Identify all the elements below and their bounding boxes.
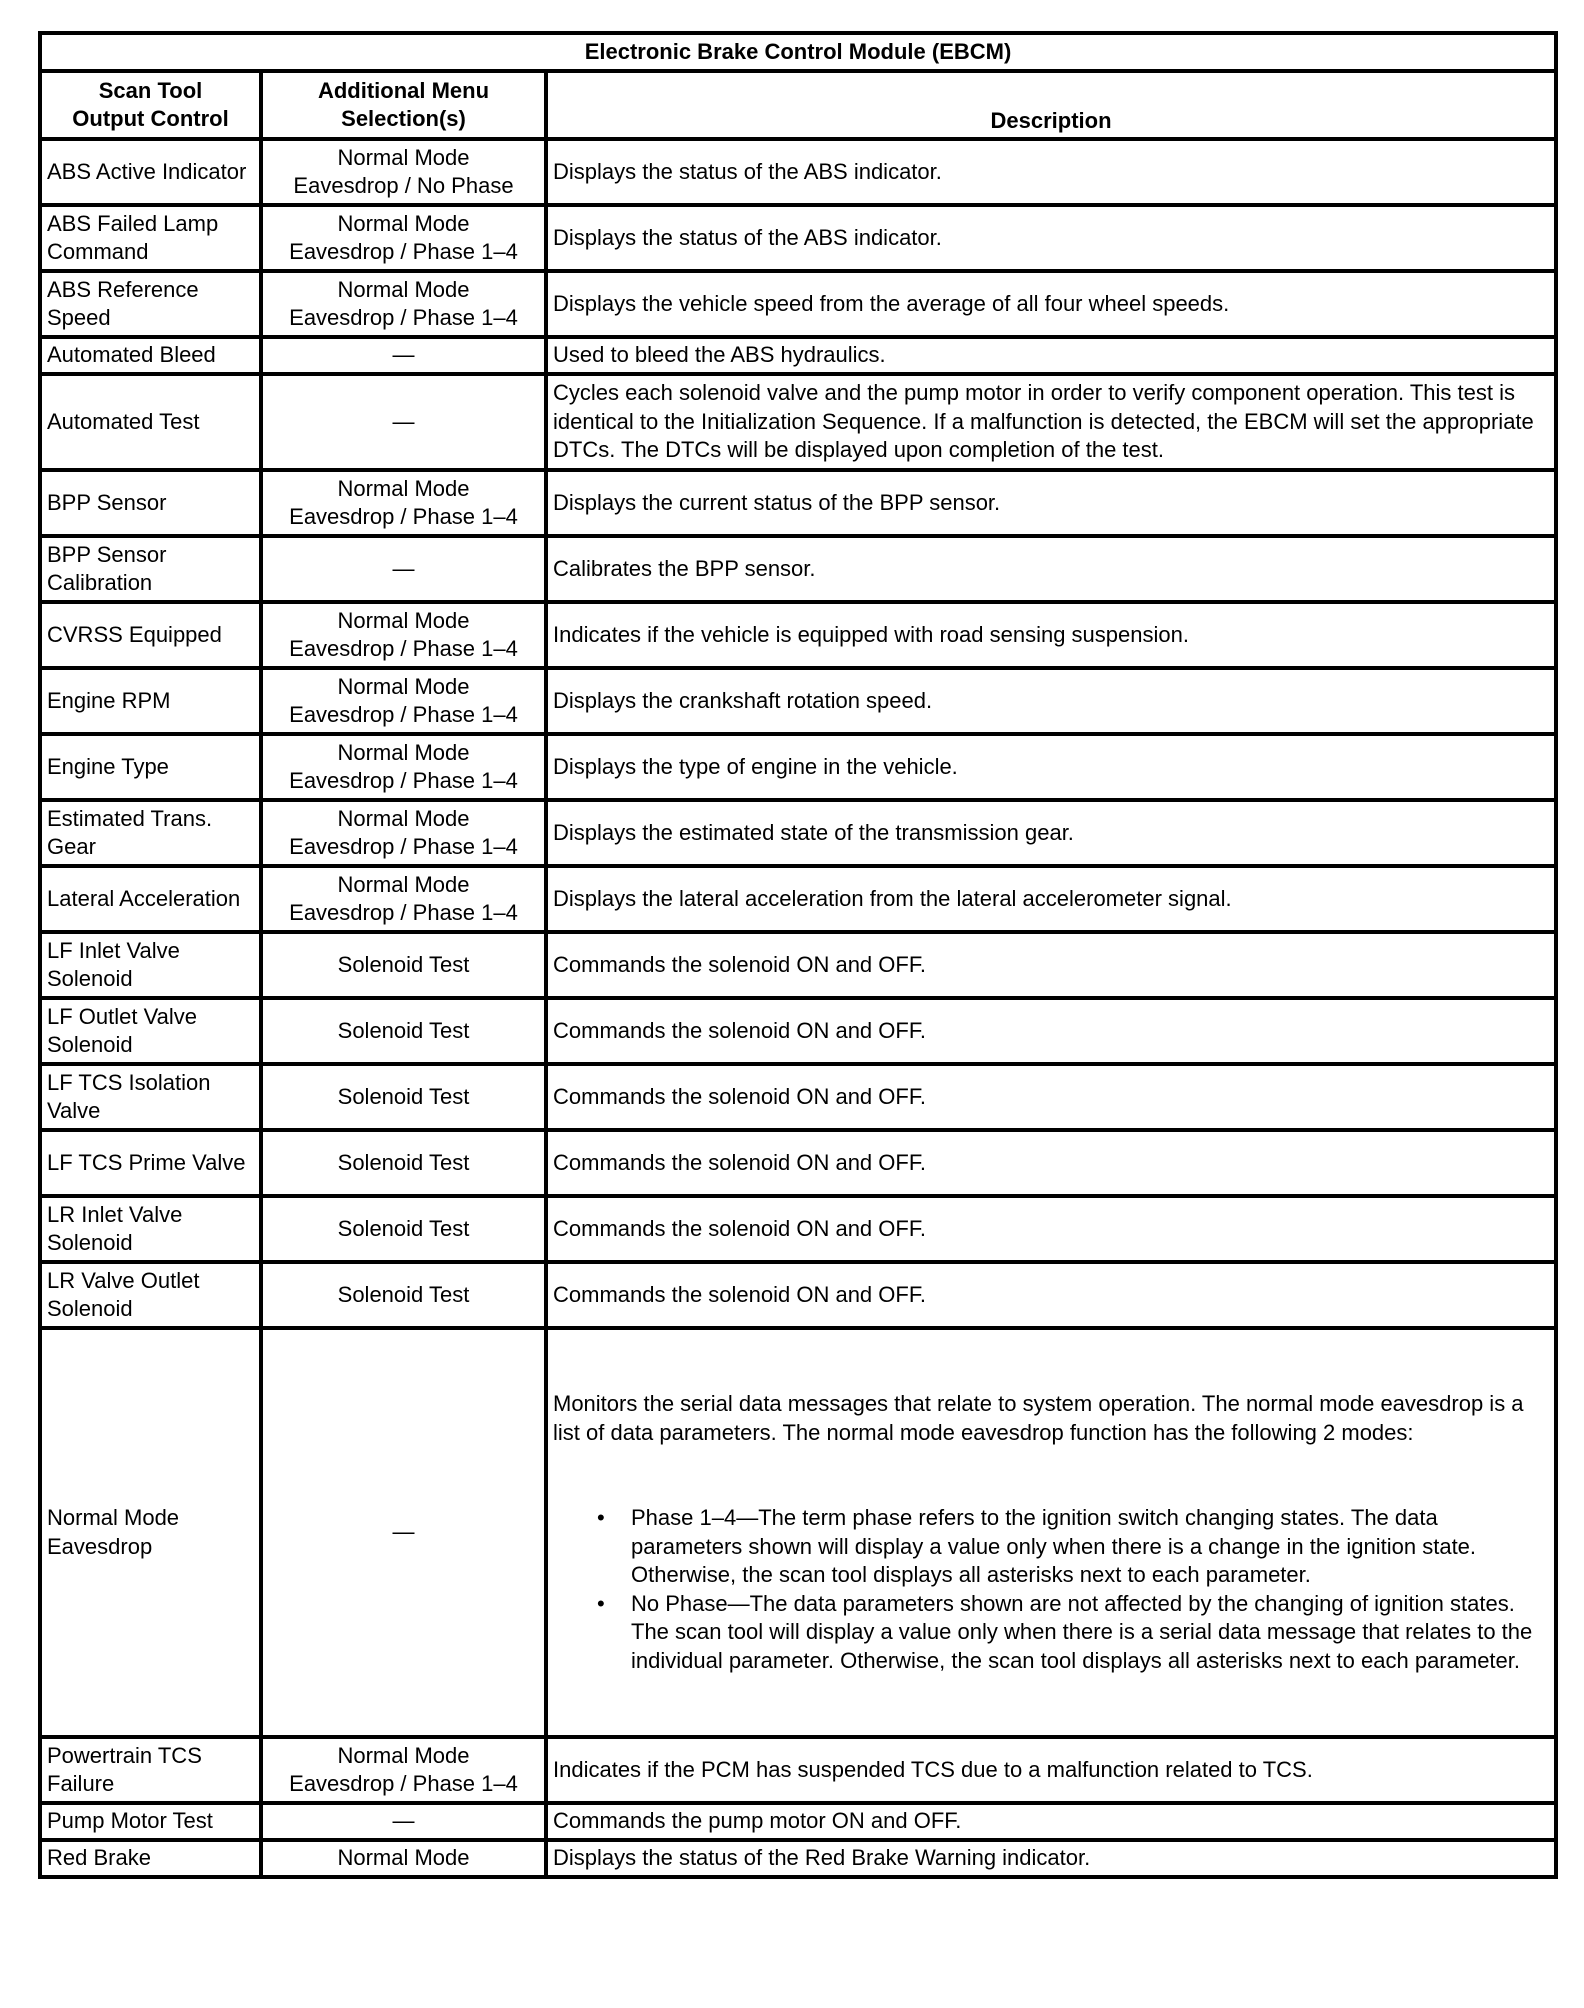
control-name: Engine Type (40, 734, 261, 800)
menu-selection: Normal Mode Eavesdrop / Phase 1–4 (261, 668, 546, 734)
control-name: ABS Failed Lamp Command (40, 205, 261, 271)
control-name: LF TCS Prime Valve (40, 1130, 261, 1196)
control-name: Powertrain TCS Failure (40, 1737, 261, 1803)
menu-selection: — (261, 1328, 546, 1737)
control-name: Pump Motor Test (40, 1803, 261, 1840)
header-additional-menu-selections: Additional Menu Selection(s) (261, 71, 546, 139)
table-row (40, 1262, 1556, 1328)
menu-selection: Solenoid Test (261, 998, 546, 1064)
description: Commands the solenoid ON and OFF. (546, 998, 1556, 1064)
menu-selection: Normal Mode Eavesdrop / Phase 1–4 (261, 800, 546, 866)
menu-selection: Normal Mode Eavesdrop / Phase 1–4 (261, 866, 546, 932)
table-row (40, 734, 1556, 800)
ebcm-output-control-table (38, 31, 1558, 1879)
control-name: BPP Sensor (40, 470, 261, 536)
table-row (40, 1064, 1556, 1130)
table-row (40, 271, 1556, 337)
table-row (40, 602, 1556, 668)
control-name: Estimated Trans. Gear (40, 800, 261, 866)
menu-selection: — (261, 374, 546, 470)
control-name: Lateral Acceleration (40, 866, 261, 932)
table-row (40, 998, 1556, 1064)
modes-list (553, 1504, 1549, 1675)
menu-selection: Normal Mode Eavesdrop / Phase 1–4 (261, 205, 546, 271)
description: Commands the pump motor ON and OFF. (546, 1803, 1556, 1840)
menu-selection: Solenoid Test (261, 1130, 546, 1196)
bullet-icon: • (597, 1505, 605, 1530)
table-row (40, 1840, 1556, 1877)
description: Displays the current status of the BPP sensor. (546, 470, 1556, 536)
control-name: Automated Test (40, 374, 261, 470)
mode-item-phase-1-4 (553, 1504, 1549, 1590)
control-name: LR Valve Outlet Solenoid (40, 1262, 261, 1328)
bullet-icon: • (597, 1590, 605, 1616)
table-row (40, 205, 1556, 271)
description: Commands the solenoid ON and OFF. (546, 1064, 1556, 1130)
menu-selection: — (261, 337, 546, 374)
control-name: Red Brake (40, 1840, 261, 1877)
control-name: ABS Active Indicator (40, 139, 261, 205)
description: Commands the solenoid ON and OFF. (546, 1262, 1556, 1328)
control-name: BPP Sensor Calibration (40, 536, 261, 602)
table-row (40, 139, 1556, 205)
description: Used to bleed the ABS hydraulics. (546, 337, 1556, 374)
table-row (40, 1196, 1556, 1262)
description: Displays the type of engine in the vehicle. (546, 734, 1556, 800)
control-name: Normal Mode Eavesdrop (40, 1328, 261, 1737)
menu-selection: Solenoid Test (261, 1262, 546, 1328)
menu-selection: Normal Mode (261, 1840, 546, 1877)
control-name: LR Inlet Valve Solenoid (40, 1196, 261, 1262)
spacer (553, 1447, 1549, 1504)
menu-selection: Solenoid Test (261, 1196, 546, 1262)
table-header-row (40, 71, 1556, 139)
control-name: LF Inlet Valve Solenoid (40, 932, 261, 998)
control-name: Automated Bleed (40, 337, 261, 374)
description: Commands the solenoid ON and OFF. (546, 1196, 1556, 1262)
menu-selection: — (261, 1803, 546, 1840)
description: Displays the status of the ABS indicator. (546, 139, 1556, 205)
table-row (40, 1737, 1556, 1803)
description: Cycles each solenoid valve and the pump motor in order to verify component operation. This test is identical to the Initialization Sequence. If a malfunction is detected, the EBCM will set the appropriate DTCs. The DTCs will be displayed upon completion of the test. (546, 374, 1556, 470)
table-row (40, 1130, 1556, 1196)
description: Displays the status of the Red Brake Warning indicator. (546, 1840, 1556, 1877)
menu-selection: Normal Mode Eavesdrop / Phase 1–4 (261, 602, 546, 668)
header-description: Description (546, 71, 1556, 139)
control-name: CVRSS Equipped (40, 602, 261, 668)
table-row (40, 536, 1556, 602)
menu-selection: Normal Mode Eavesdrop / Phase 1–4 (261, 271, 546, 337)
table-row (40, 668, 1556, 734)
table-row (40, 932, 1556, 998)
description: Commands the solenoid ON and OFF. (546, 932, 1556, 998)
description: Commands the solenoid ON and OFF. (546, 1130, 1556, 1196)
description: Indicates if the vehicle is equipped with road sensing suspension. (546, 602, 1556, 668)
menu-selection: Solenoid Test (261, 1064, 546, 1130)
menu-selection: Normal Mode Eavesdrop / Phase 1–4 (261, 470, 546, 536)
description: Displays the crankshaft rotation speed. (546, 668, 1556, 734)
control-name: LF TCS Isolation Valve (40, 1064, 261, 1130)
table-row (40, 1803, 1556, 1840)
menu-selection: Normal Mode Eavesdrop / Phase 1–4 (261, 1737, 546, 1803)
control-name: Engine RPM (40, 668, 261, 734)
description: Displays the lateral acceleration from the lateral accelerometer signal. (546, 866, 1556, 932)
table-row (40, 374, 1556, 470)
table-row (40, 470, 1556, 536)
menu-selection: — (261, 536, 546, 602)
table-row (40, 337, 1556, 374)
mode-text: Phase 1–4—The term phase refers to the ignition switch changing states. The data parameters shown will display a value only when there is a change in the ignition state. Otherwise, the scan tool displays all asterisks next to each parameter. (631, 1505, 1477, 1587)
description-paragraph: Monitors the serial data messages that relate to system operation. The normal mode eavesdrop is a list of data parameters. The normal mode eavesdrop function has the following 2 modes: (553, 1391, 1524, 1445)
table-row (40, 866, 1556, 932)
table-row (40, 800, 1556, 866)
table-row (40, 1328, 1556, 1737)
description: Displays the estimated state of the transmission gear. (546, 800, 1556, 866)
description: Displays the status of the ABS indicator. (546, 205, 1556, 271)
control-name: LF Outlet Valve Solenoid (40, 998, 261, 1064)
description (546, 1328, 1556, 1737)
control-name: ABS Reference Speed (40, 271, 261, 337)
description: Calibrates the BPP sensor. (546, 536, 1556, 602)
menu-selection: Solenoid Test (261, 932, 546, 998)
description: Indicates if the PCM has suspended TCS due to a malfunction related to TCS. (546, 1737, 1556, 1803)
mode-text: No Phase—The data parameters shown are not affected by the changing of ignition states. The scan tool will display a value only when there is a serial data message that relates to the individual parameter. Otherwise, the scan tool displays all asterisks next to each parameter. (631, 1590, 1533, 1673)
menu-selection: Normal Mode Eavesdrop / No Phase (261, 139, 546, 205)
menu-selection: Normal Mode Eavesdrop / Phase 1–4 (261, 734, 546, 800)
table-title-row (40, 33, 1556, 71)
header-scan-tool-output-control: Scan Tool Output Control (40, 71, 261, 139)
description: Displays the vehicle speed from the average of all four wheel speeds. (546, 271, 1556, 337)
table-title: Electronic Brake Control Module (EBCM) (40, 33, 1556, 71)
mode-item-no-phase (553, 1590, 1549, 1676)
